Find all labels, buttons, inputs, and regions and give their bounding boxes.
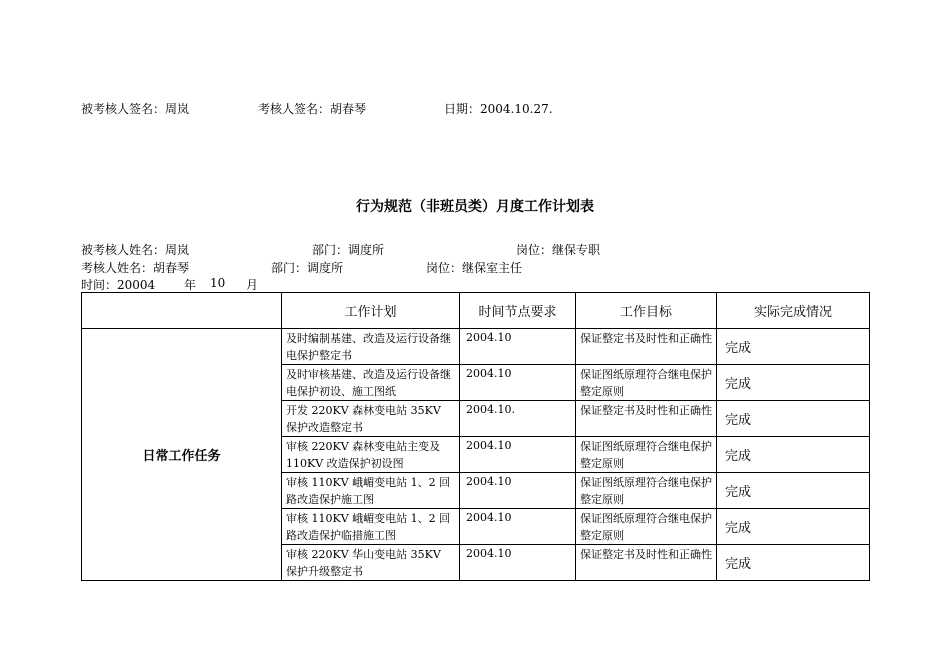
month-unit: 月 [246, 278, 259, 292]
time-label: 时间：20004 [81, 278, 156, 292]
month-value: 10 [210, 276, 226, 290]
plan-cell: 开发 220KV 森林变电站 35KV 保护改造整定书 [282, 401, 460, 437]
table-header-row [82, 293, 870, 329]
goal-cell: 保证整定书及时性和正确性 [576, 401, 717, 437]
status-cell: 完成 [717, 365, 870, 401]
document-title: 行为规范（非班员类）月度工作计划表 [356, 199, 594, 215]
status-cell: 完成 [717, 437, 870, 473]
plan-cell: 及时编制基建、改造及运行设备继电保护整定书 [282, 329, 460, 365]
time-cell: 2004.10 [460, 437, 576, 473]
status-cell: 完成 [717, 473, 870, 509]
table-row [82, 329, 870, 365]
work-plan-table [81, 292, 870, 581]
time-cell: 2004.10 [460, 509, 576, 545]
time-cell: 2004.10 [460, 365, 576, 401]
assessor-post: 岗位：继保室主任 [426, 261, 523, 275]
assessee-post: 岗位：继保专职 [516, 243, 601, 257]
plan-cell: 及时审核基建、改造及运行设备继电保护初设、施工图纸 [282, 365, 460, 401]
goal-cell: 保证图纸原理符合继电保护整定原则 [576, 509, 717, 545]
goal-cell: 保证图纸原理符合继电保护整定原则 [576, 437, 717, 473]
assessee-name: 被考核人姓名：周岚 [81, 243, 190, 257]
time-cell: 2004.10 [460, 329, 576, 365]
header-time-requirement: 时间节点要求 [460, 293, 576, 329]
time-cell: 2004.10 [460, 545, 576, 581]
status-cell: 完成 [717, 545, 870, 581]
category-cell: 日常工作任务 [82, 329, 282, 581]
plan-cell: 审核 220KV 森林变电站主变及 110KV 改造保护初设图 [282, 437, 460, 473]
plan-cell: 审核 110KV 峨嵋变电站 1、2 回路改造保护施工图 [282, 473, 460, 509]
assessor-department: 部门：调度所 [271, 261, 344, 275]
header-work-goal: 工作目标 [576, 293, 717, 329]
goal-cell: 保证图纸原理符合继电保护整定原则 [576, 365, 717, 401]
time-cell: 2004.10 [460, 473, 576, 509]
header-work-plan: 工作计划 [282, 293, 460, 329]
header-actual-status: 实际完成情况 [717, 293, 870, 329]
assessor-name: 考核人姓名：胡春琴 [81, 261, 190, 275]
goal-cell: 保证整定书及时性和正确性 [576, 545, 717, 581]
goal-cell: 保证图纸原理符合继电保护整定原则 [576, 473, 717, 509]
status-cell: 完成 [717, 509, 870, 545]
time-cell: 2004.10. [460, 401, 576, 437]
plan-cell: 审核 110KV 峨嵋变电站 1、2 回路改造保护临措施工图 [282, 509, 460, 545]
status-cell: 完成 [717, 401, 870, 437]
year-unit: 年 [184, 278, 197, 292]
signature-date: 日期：2004.10.27. [444, 102, 553, 116]
header-category [82, 293, 282, 329]
status-cell: 完成 [717, 329, 870, 365]
assessee-department: 部门：调度所 [312, 243, 385, 257]
assessee-signature: 被考核人签名：周岚 [81, 102, 190, 116]
assessor-signature: 考核人签名：胡春琴 [258, 102, 367, 116]
goal-cell: 保证整定书及时性和正确性 [576, 329, 717, 365]
plan-cell: 审核 220KV 华山变电站 35KV 保护升级整定书 [282, 545, 460, 581]
